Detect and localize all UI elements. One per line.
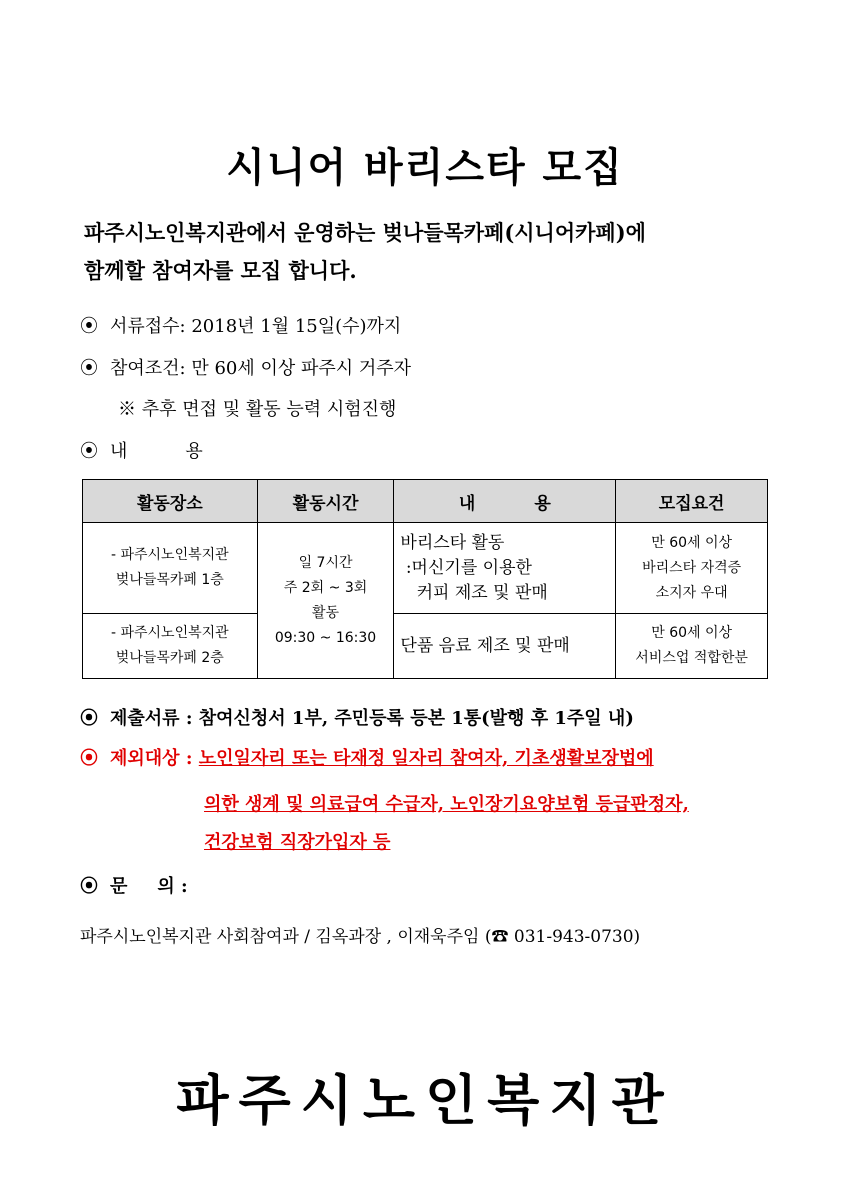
inquiry-label-b: 의 : [157, 876, 188, 897]
organization-name: 파주시노인복지관 [176, 1068, 674, 1132]
bullet-icon: ⦿ [80, 316, 98, 337]
requirements-cell: 만 60세 이상 바리스타 자격증 소지자 우대 [616, 523, 768, 614]
contact-info: 파주시노인복지관 사회참여과 / 김옥과장 , 이재욱주임 (☎ 031-943-0730) [80, 927, 641, 947]
condition-text: 참여조건: 만 60세 이상 파주시 거주자 [110, 358, 412, 379]
bullet-icon: ⦿ [80, 876, 98, 897]
bullet-icon: ⦿ [80, 358, 98, 379]
documents-item [80, 704, 634, 730]
content-label-a: 내 [110, 441, 128, 462]
bullet-icon: ⦿ [80, 441, 98, 462]
table-header-row [83, 480, 768, 523]
deadline-text: 서류접수: 2018년 1월 15일(수)까지 [110, 316, 402, 337]
exclusion-line-3: 건강보험 직장가입자 등 [204, 832, 391, 853]
table-row [83, 614, 768, 679]
note-text: ※ 추후 면접 및 활동 능력 시험진행 [118, 399, 397, 420]
exclusion-item [80, 744, 654, 770]
inquiry-label-a: 문 [110, 876, 128, 897]
intro-line-2: 함께할 참여자를 모집 합니다. [84, 258, 357, 283]
place-cell: - 파주시노인복지관 벚나들목카페 2층 [83, 614, 258, 679]
documents-text: 제출서류 : 참여신청서 1부, 주민등록 등본 1통(발행 후 1주일 내) [110, 708, 634, 729]
content-heading [80, 437, 203, 463]
header-content: 내 용 [394, 480, 616, 523]
header-place: 활동장소 [83, 480, 258, 523]
requirements-cell: 만 60세 이상 서비스업 적합한분 [616, 614, 768, 679]
condition-item [80, 354, 411, 380]
content-cell: 바리스타 활동 :머신기를 이용한 커피 제조 및 판매 [394, 523, 616, 614]
exclusion-line-2: 의한 생계 및 의료급여 수급자, 노인장기요양보험 등급판정자, [204, 794, 689, 815]
exclusion-label: 제외대상 : [110, 748, 193, 769]
place-cell: - 파주시노인복지관 벚나들목카페 1층 [83, 523, 258, 614]
inquiry-heading [80, 872, 188, 898]
bullet-icon: ⦿ [80, 748, 98, 769]
activity-table [82, 479, 768, 679]
header-requirements: 모집요건 [616, 480, 768, 523]
exclusion-line-1: 노인일자리 또는 타재정 일자리 참여자, 기초생활보장법에 [198, 748, 654, 769]
deadline-item [80, 312, 401, 338]
intro-line-1: 파주시노인복지관에서 운영하는 벚나들목카페(시니어카페)에 [84, 220, 646, 245]
bullet-icon: ⦿ [80, 708, 98, 729]
content-cell: 단품 음료 제조 및 판매 [394, 614, 616, 679]
page-title: 시니어 바리스타 모집 [226, 144, 624, 191]
content-label-b: 용 [185, 441, 203, 462]
time-cell: 일 7시간 주 2회 ~ 3회 활동 09:30 ~ 16:30 [257, 523, 394, 679]
header-time: 활동시간 [257, 480, 394, 523]
table-row [83, 523, 768, 614]
